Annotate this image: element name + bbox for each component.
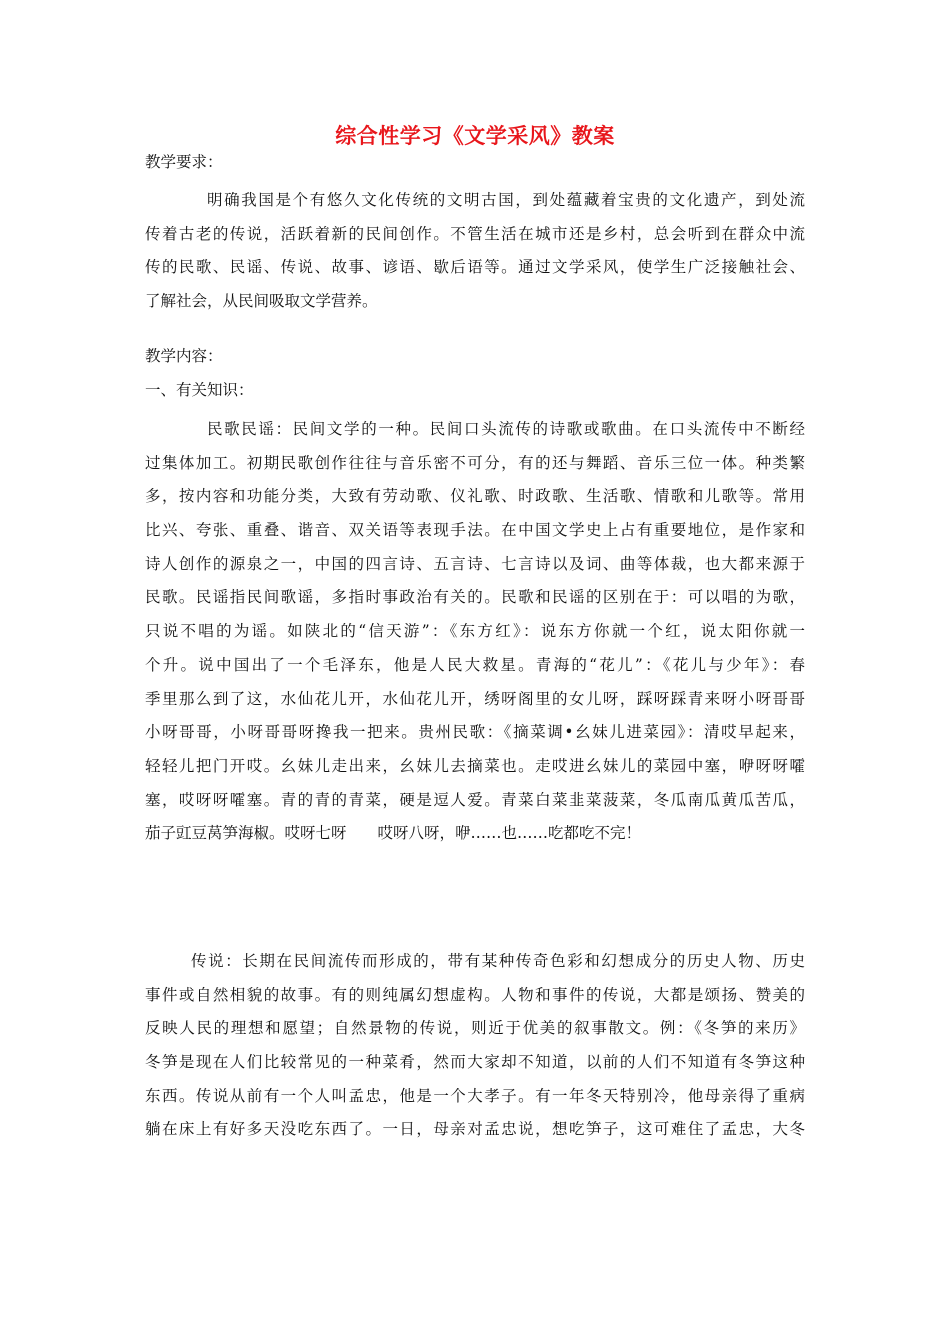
- text-line: 比兴、夸张、重叠、谐音、双关语等表现手法。在中国文学史上占有重要地位，是作家和: [145, 521, 805, 540]
- text-line: 冬笋是现在人们比较常见的一种菜肴，然而大家却不知道，以前的人们不知道有冬笋这种: [145, 1053, 805, 1072]
- text-line: 东西。传说从前有一个人叫孟忠，他是一个大孝子。有一年冬天特别冷，他母亲得了重病: [145, 1086, 805, 1105]
- text-line: 茄子豇豆莴笋海椒。哎呀七呀 哎呀八呀，咿……也……吃都吃不完！: [145, 824, 642, 843]
- text-line: 传说：长期在民间流传而形成的，带有某种传奇色彩和幻想成分的历史人物、历史: [191, 952, 805, 970]
- paragraph-legends: [145, 950, 805, 1152]
- text-line: 事件或自然相貌的故事。有的则纯属幻想虚构。人物和事件的传说，大都是颂扬、赞美的: [145, 985, 805, 1004]
- document-title: 综合性学习《文学采风》教案: [335, 123, 615, 148]
- text-line: 诗人创作的源泉之一，中国的四言诗、五言诗、七言诗以及词、曲等体裁，也大都来源于: [145, 554, 805, 573]
- text-line: 轻轻儿把门开哎。幺妹儿走出来，幺妹儿去摘菜也。走哎进幺妹儿的菜园中塞，咿呀呀嚯: [145, 756, 805, 775]
- paragraph-folk-songs: [145, 418, 805, 856]
- text-line: 传的民歌、民谣、传说、故事、谚语、歇后语等。通过文学采风，使学生广泛接触社会、: [145, 258, 805, 277]
- text-line: 反映人民的理想和愿望；自然景物的传说，则近于优美的叙事散文。例：《冬笋的来历》: [145, 1019, 805, 1038]
- text-line: 民歌。民谣指民间歌谣，多指时事政治有关的。民歌和民谣的区别在于：可以唱的为歌，: [145, 588, 805, 607]
- text-line: 传着古老的传说，活跃着新的民间创作。不管生活在城市还是乡村，总会听到在群众中流: [145, 224, 805, 243]
- label-section-1: 一、有关知识：: [145, 381, 254, 399]
- text-line: 个升。说中国出了一个毛泽东，他是人民大救星。青海的“花儿”：《花儿与少年》：春: [145, 655, 805, 674]
- text-line: 季里那么到了这，水仙花儿开，水仙花儿开，绣呀阁里的女儿呀，踩呀踩青来呀小呀哥哥: [145, 689, 805, 708]
- text-line: 塞，哎呀呀嚯塞。青的青的青菜，硬是逗人爱。青菜白菜韭菜菠菜，冬瓜南瓜黄瓜苦瓜，: [145, 790, 805, 809]
- text-line: 躺在床上有好多天没吃东西了。一日，母亲对孟忠说，想吃笋子，这可难住了孟忠，大冬: [145, 1120, 805, 1139]
- paragraph-requirements: [145, 189, 805, 324]
- label-content: 教学内容：: [145, 347, 223, 365]
- text-line: 明确我国是个有悠久文化传统的文明古国，到处蕴藏着宝贵的文化遗产，到处流: [207, 191, 805, 209]
- text-line: 民歌民谣：民间文学的一种。民间口头流传的诗歌或歌曲。在口头流传中不断经: [207, 420, 805, 438]
- text-line: 只说不唱的为谣。如陕北的“信天游”：《东方红》：说东方你就一个红，说太阳你就一: [145, 622, 805, 641]
- text-line: 过集体加工。初期民歌创作往往与音乐密不可分，有的还与舞蹈、音乐三位一体。种类繁: [145, 453, 805, 472]
- text-line: 了解社会，从民间吸取文学营养。: [145, 292, 378, 311]
- text-line: 多，按内容和功能分类，大致有劳动歌、仪礼歌、时政歌、生活歌、情歌和儿歌等。常用: [145, 487, 805, 506]
- label-requirements: 教学要求：: [145, 153, 223, 171]
- text-line: 小呀哥哥，小呀哥哥呀搀我一把来。贵州民歌：《摘菜调•幺妹儿进菜园》：清哎早起来，: [145, 723, 805, 742]
